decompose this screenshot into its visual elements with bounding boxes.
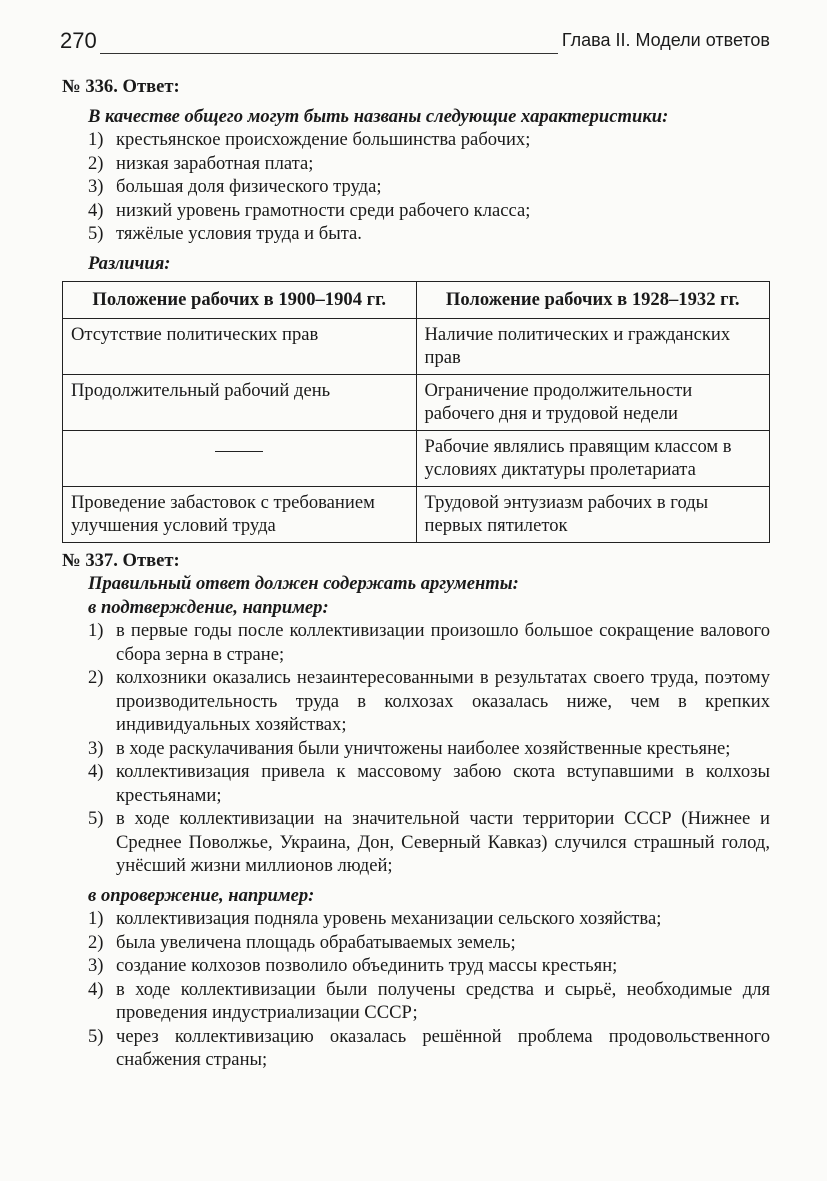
table-row [63,318,770,374]
table-row [63,374,770,430]
dash-line [215,451,263,452]
table-cell: Отсутствие политических прав [63,318,417,374]
table-row [63,486,770,542]
chapter-title: Глава II. Модели ответов [561,30,770,50]
list-item: 5) тяжёлые условия труда и быта. [88,223,362,244]
table-cell: Проведение забастовок с требованием улучшения условий труда [63,486,417,542]
list-item: 2) была увеличена площадь обрабатываемых земель; [88,931,516,953]
table-cell: Рабочие являлись правящим классом в условиях диктатуры пролетариата [416,430,770,486]
table-cell: Трудовой энтузиазм рабочих в годы первых пятилеток [416,486,770,542]
table-cell-empty [63,430,417,486]
list-item: 1) коллективизация подняла уровень механизации сельского хозяйства; [88,908,662,929]
list-item: 3) в ходе раскулачивания были уничтожены наиболее хозяйственные крестьяне; [88,737,731,759]
list-item: 3) большая доля физического труда; [88,176,382,197]
question-337-intro: Правильный ответ должен содержать аргументы: [88,573,519,594]
confirm-arguments-list [62,619,770,878]
table-header: Положение рабочих в 1900–1904 гг. [63,282,417,319]
table-cell: Продолжительный рабочий день [63,374,417,430]
question-336-title: № 336. Ответ: [62,76,180,97]
page-content [62,75,770,1072]
list-item: 4) в ходе коллективизации были получены средства и сырьё, необходимые для проведения индустриализации СССР; [88,978,770,1023]
differences-table [62,281,770,543]
page-header [60,28,770,58]
refute-label: в опровержение, например: [88,884,315,906]
table-cell: Ограничение продолжительности рабочего дня и трудовой недели [416,374,770,430]
list-item: 4) коллективизация привела к массовому забою скота вступавшими в колхозы крестьянами; [88,761,770,806]
list-item: 4) низкий уровень грамотности среди рабочего класса; [88,199,531,221]
page-number: 270 [60,28,97,53]
list-item: 5) через коллективизацию оказалась решённой проблема продовольственного снабжения страны; [88,1025,770,1070]
table-header: Положение рабочих в 1928–1932 гг. [416,282,770,319]
question-336-intro: В качестве общего могут быть названы следующие характеристики: [88,105,669,127]
common-features-list [62,128,770,246]
list-item: 2) колхозники оказались незаинтересованными в результатах своего труда, поэтому производительность труда в колхозах оказалась ниже, чем в крепких индивидуальных хозяйствах; [88,667,770,735]
question-337-title: № 337. Ответ: [62,549,180,571]
list-item: 2) низкая заработная плата; [88,152,314,174]
differences-label: Различия: [88,252,171,274]
header-rule [100,53,558,54]
refute-arguments-list [62,907,770,1072]
list-item: 1) в первые годы после коллективизации произошло большое сокращение валового сбора зерна в стране; [88,620,770,665]
table-cell: Наличие политических и гражданских прав [416,318,770,374]
table-row [63,430,770,486]
list-item: 3) создание колхозов позволило объединить труд массы крестьян; [88,955,618,976]
list-item: 5) в ходе коллективизации на значительной части территории СССР (Нижнее и Среднее Поволжье, Украина, Дон, Северный Кавказ) случился страшный голод, унёсший жизни миллионов людей; [88,808,770,876]
table-header-row [63,282,770,319]
list-item: 1) крестьянское происхождение большинства рабочих; [88,129,531,150]
confirm-label: в подтверждение, например: [88,596,329,618]
